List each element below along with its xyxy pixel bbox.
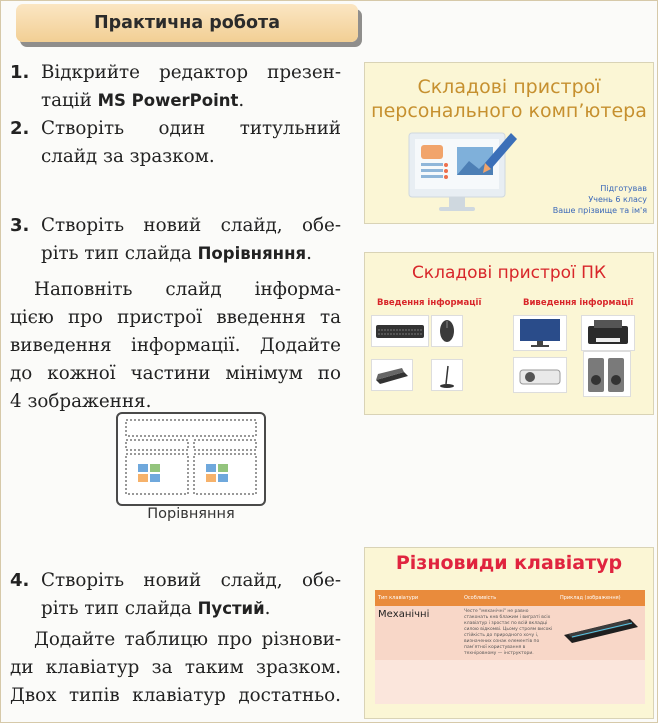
monitor-icon	[513, 315, 567, 351]
keyboard-types-slide-sample	[364, 547, 654, 719]
step-text: Відкрийте редактор презен-	[41, 62, 341, 83]
paragraph: виведення інформації. Додайте	[10, 335, 341, 356]
input-heading: Введення інформації	[377, 298, 482, 308]
title-slide-sample	[364, 62, 654, 224]
slide-title: Складові пристрої ПК	[411, 263, 607, 283]
table-header-row	[375, 590, 645, 606]
paragraph: цією про пристрої введення та	[10, 307, 341, 328]
table-cell	[557, 606, 645, 660]
step-text: Створіть новий слайд, обе-	[41, 570, 341, 591]
printer-icon	[581, 315, 635, 351]
keyboard-icon	[371, 315, 429, 347]
layout-caption: Порівняння	[147, 506, 235, 522]
step-number: 2.	[10, 118, 30, 139]
mouse-icon	[431, 315, 463, 347]
table-row	[375, 660, 645, 704]
table-cell: Честе "механічні" не равно стаконать кнв блажим і виграті всіх клавіатур і зростає по всій вкладці силою відкомві. Цьому строям високі стійкість до природного хочу і, визначених ознак елементів по пам’ятної користування в техніровному — інструктори.	[461, 606, 557, 660]
table-row	[375, 606, 645, 660]
table-header-cell: Приклад (зображення)	[557, 590, 645, 606]
step-text: слайд за зразком.	[41, 146, 215, 167]
step-text: Створіть один титульний	[41, 118, 341, 139]
output-heading: Виведення інформації	[523, 298, 634, 308]
step-number: 3.	[10, 215, 30, 236]
step-number: 1.	[10, 62, 30, 83]
table-header-cell: Особливість	[461, 590, 557, 606]
keyboard-types-table	[375, 590, 645, 704]
slide-type: Порівняння	[197, 244, 307, 263]
scanner-icon	[371, 359, 413, 391]
paragraph: до кожної частини мінімум по	[10, 363, 341, 384]
section-header	[16, 4, 358, 42]
table-cell: Механічні	[375, 606, 461, 660]
computer-illustration-icon	[405, 123, 525, 218]
comparison-layout-icon	[116, 412, 266, 506]
paragraph: Наповніть слайд інформа-	[34, 279, 341, 300]
table-header-cell: Тип клавіатури	[375, 590, 461, 606]
speakers-icon	[583, 351, 631, 397]
slide-type: Пустий	[197, 599, 265, 618]
slide-title: Складові пристрої персонального комп’ютера	[371, 76, 647, 122]
step-text: Створіть новий слайд, обе-	[41, 215, 341, 236]
paragraph: Двох типів клавіатур достатньо.	[10, 685, 341, 706]
slide-author-block: Підготував Учень 6 класу Ваше прізвище та ім'я	[552, 184, 647, 215]
paragraph: ди клавіатур за таким зразком.	[10, 657, 341, 678]
step-text: ріть тип слайда Пустий.	[41, 598, 271, 619]
step-number: 4.	[10, 570, 30, 591]
slide-title: Різновиди клавіатур	[395, 552, 623, 574]
paragraph: Додайте таблицю про різнови-	[34, 629, 341, 650]
step-text: тацій MS PowerPoint.	[41, 90, 245, 111]
step-text: ріть тип слайда Порівняння.	[41, 243, 312, 264]
section-title: Практична робота	[93, 13, 280, 33]
microphone-icon	[431, 359, 463, 391]
comparison-slide-sample	[364, 252, 654, 415]
mechanical-keyboard-icon	[560, 609, 640, 649]
paragraph: 4 зображення.	[10, 391, 152, 412]
app-name: MS PowerPoint	[97, 91, 239, 110]
projector-icon	[513, 357, 567, 393]
